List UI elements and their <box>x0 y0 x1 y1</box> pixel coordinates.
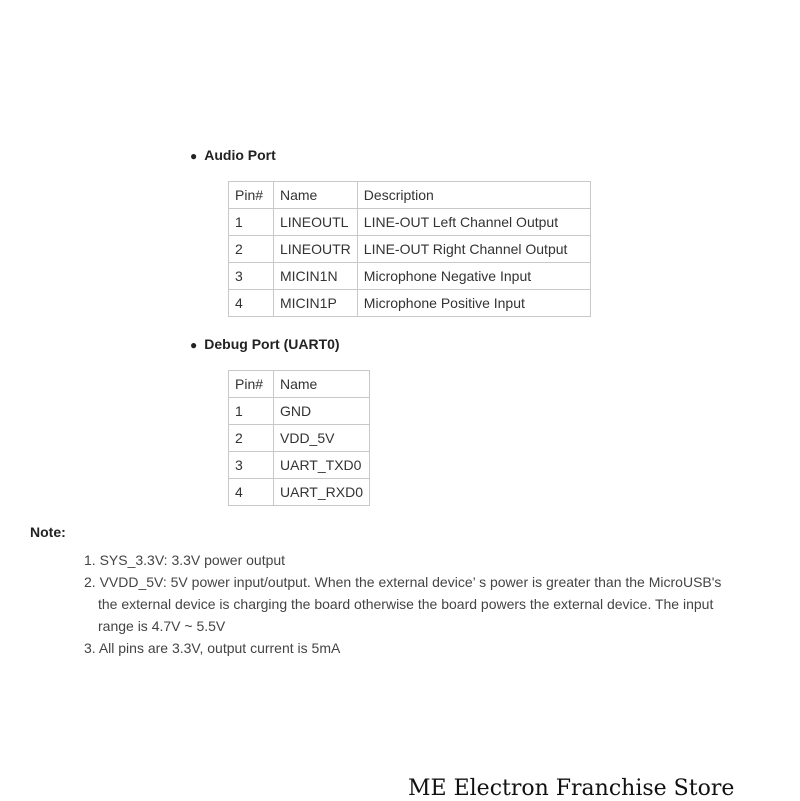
note-text-continuation: the external device is charging the board otherwise the board powers the external device. The input <box>98 596 714 612</box>
pin-cell: 2 <box>229 236 274 263</box>
pin-cell: 3 <box>229 263 274 290</box>
table-row <box>229 290 591 317</box>
audio-port-heading <box>190 147 276 163</box>
note-text: All pins are 3.3V, output current is 5mA <box>98 640 341 656</box>
name-cell: MICIN1N <box>274 263 358 290</box>
table-row <box>229 479 370 506</box>
note-text: SYS_3.3V: 3.3V power output <box>99 552 286 568</box>
table-header-row <box>229 182 591 209</box>
pin-cell: 4 <box>229 290 274 317</box>
debug-port-heading <box>190 336 340 352</box>
name-cell: GND <box>274 398 370 425</box>
table-row <box>229 425 370 452</box>
pin-cell: 1 <box>229 398 274 425</box>
table-row <box>229 398 370 425</box>
debug-port-title: Debug Port (UART0) <box>204 336 340 352</box>
description-cell: LINE-OUT Right Channel Output <box>357 236 590 263</box>
debug-port-table <box>228 370 370 506</box>
name-cell: UART_TXD0 <box>274 452 370 479</box>
header-cell: Pin# <box>229 182 274 209</box>
bullet-icon: ● <box>190 338 198 352</box>
header-cell: Name <box>274 182 358 209</box>
pin-cell: 4 <box>229 479 274 506</box>
description-cell: Microphone Negative Input <box>357 263 590 290</box>
pin-cell: 2 <box>229 425 274 452</box>
pin-cell: 1 <box>229 209 274 236</box>
audio-port-title: Audio Port <box>204 147 276 163</box>
note-text-continuation: range is 4.7V ~ 5.5V <box>98 618 226 634</box>
name-cell: LINEOUTR <box>274 236 358 263</box>
name-cell: LINEOUTL <box>274 209 358 236</box>
note-item <box>84 637 721 659</box>
note-number: 2. <box>84 574 96 590</box>
note-item <box>84 549 721 571</box>
name-cell: UART_RXD0 <box>274 479 370 506</box>
store-watermark: ME Electron Franchise Store <box>408 776 735 801</box>
note-list <box>84 549 721 659</box>
note-title: Note: <box>30 524 66 540</box>
pin-cell: 3 <box>229 452 274 479</box>
table-row <box>229 209 591 236</box>
header-cell: Description <box>357 182 590 209</box>
name-cell: VDD_5V <box>274 425 370 452</box>
header-cell: Pin# <box>229 371 274 398</box>
table-header-row <box>229 371 370 398</box>
table-row <box>229 452 370 479</box>
table-row <box>229 263 591 290</box>
note-number: 1. <box>84 552 96 568</box>
name-cell: MICIN1P <box>274 290 358 317</box>
bullet-icon: ● <box>190 149 198 163</box>
note-item <box>84 571 721 637</box>
table-row <box>229 236 591 263</box>
note-text: VVDD_5V: 5V power input/output. When the external device’ s power is greater than the MicroUSB's <box>99 574 722 590</box>
audio-port-table <box>228 181 591 317</box>
description-cell: LINE-OUT Left Channel Output <box>357 209 590 236</box>
header-cell: Name <box>274 371 370 398</box>
note-number: 3. <box>84 640 96 656</box>
description-cell: Microphone Positive Input <box>357 290 590 317</box>
